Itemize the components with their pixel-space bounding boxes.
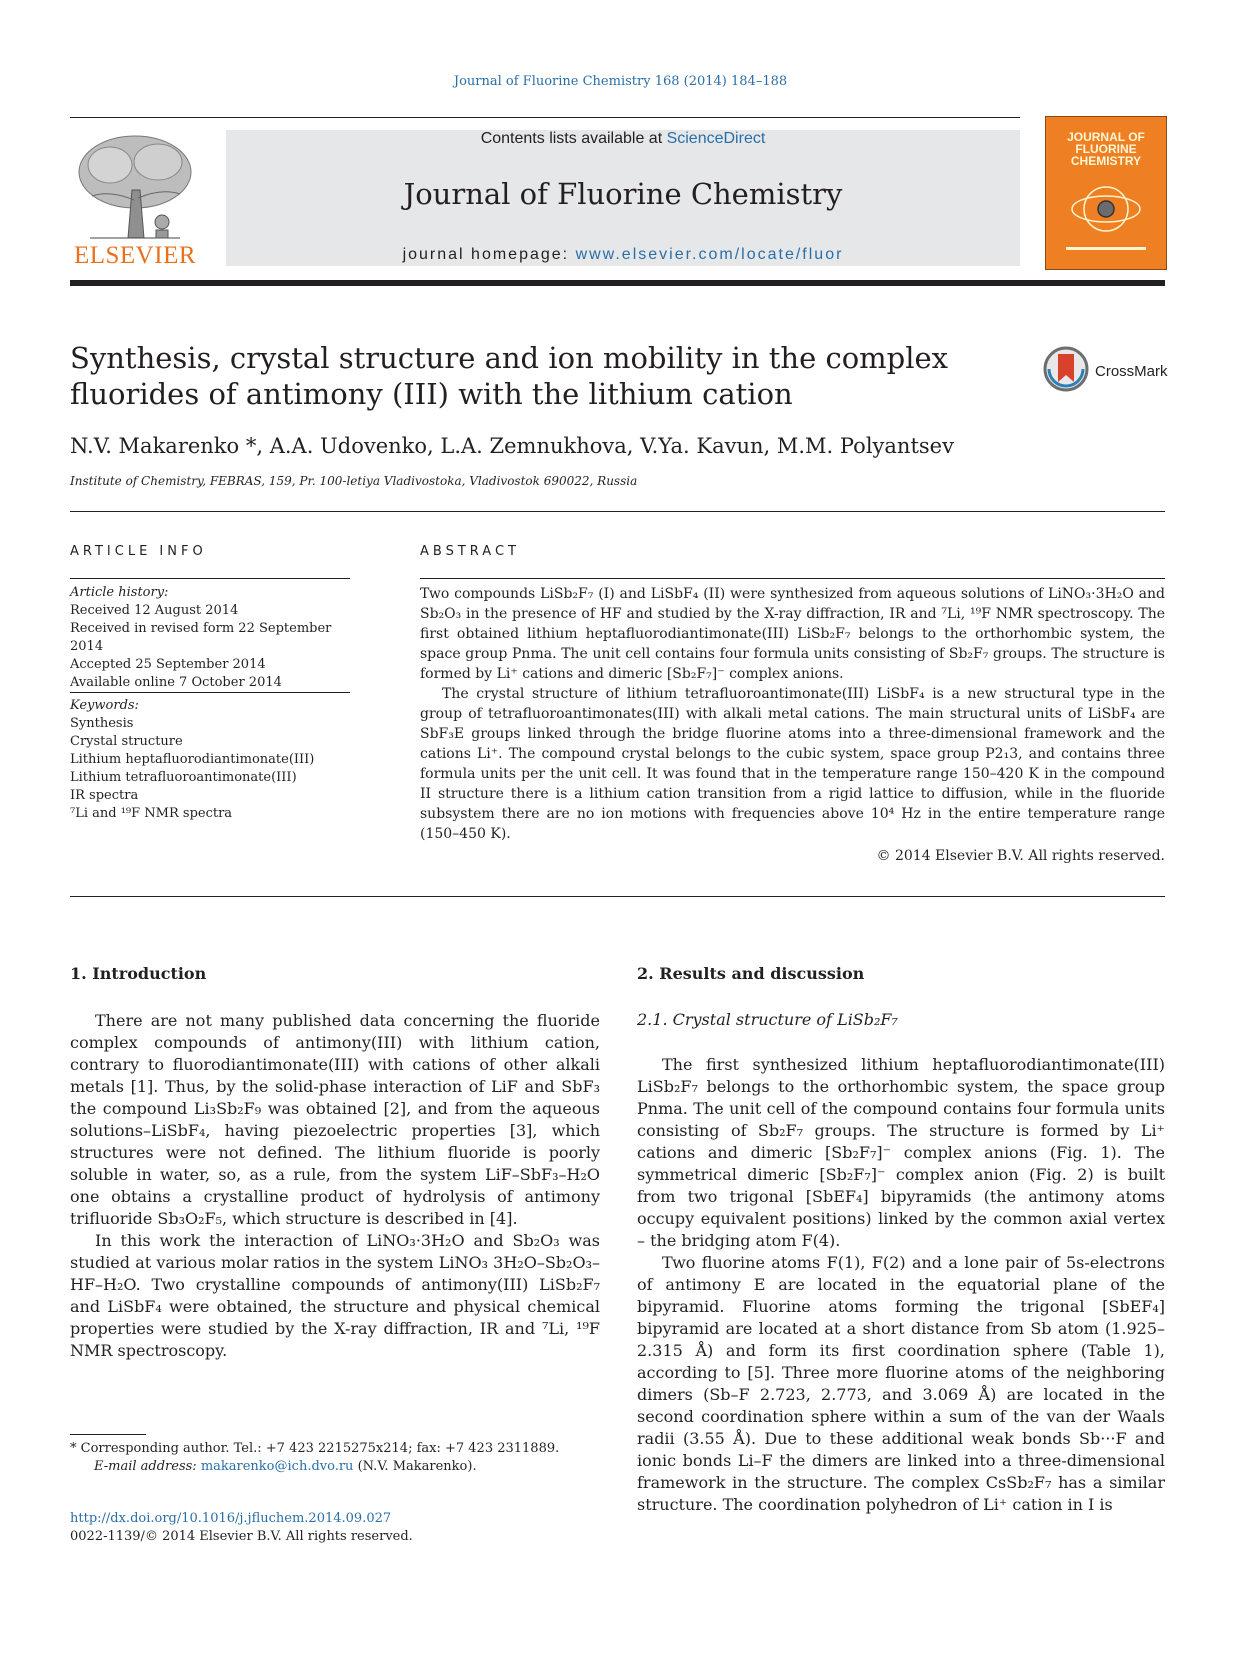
crossmark-label: CrossMark: [1095, 363, 1168, 380]
journal-citation[interactable]: Journal of Fluorine Chemistry 168 (2014) 184–188: [453, 74, 788, 89]
article-info-rule: [70, 578, 350, 579]
sciencedirect-link[interactable]: ScienceDirect: [666, 130, 766, 147]
crossmark-icon: [1043, 346, 1089, 392]
elsevier-wordmark: ELSEVIER: [73, 242, 197, 269]
corresponding-author-footnote: [70, 1440, 610, 1476]
keyword-item: Crystal structure: [70, 734, 183, 749]
introduction-body: [70, 1010, 600, 1362]
footnote-contact: * Corresponding author. Tel.: +7 423 2215275x214; fax: +7 423 2311889.: [70, 1441, 560, 1456]
journal-banner: [226, 130, 1020, 266]
homepage-link[interactable]: www.elsevier.com/locate/fluor: [575, 246, 844, 263]
body-paragraph: The first synthesized lithium heptafluorodiantimonate(III) LiSb₂F₇ belongs to the orthorhombic system, the space group Pnma. The unit cell of the compound contains four formula units consisting of Sb₂F₇ groups. The structure is formed by Li⁺ cations and dimeric [Sb₂F₇]⁻ complex anions (Fig. 1). The symmetrical dimeric [Sb₂F₇]⁻ complex anion (Fig. 2) is built from two trigonal [SbEF₄] bipyramids (the antimony atoms occupy equivalent positions) linked by the common axial vertex – the bridging atom F(4).: [637, 1055, 1165, 1250]
crossmark-badge[interactable]: [1043, 346, 1167, 398]
journal-title: Journal of Fluorine Chemistry: [403, 177, 843, 211]
history-item: Received 12 August 2014: [70, 603, 239, 618]
results-body: [637, 1054, 1165, 1516]
article-info-heading: ARTICLE INFO: [70, 544, 207, 559]
abstract-heading: ABSTRACT: [420, 544, 520, 559]
elsevier-logo: [70, 130, 200, 270]
header-rule: [70, 117, 1020, 118]
journal-cover[interactable]: [1045, 116, 1167, 270]
keyword-item: ⁷Li and ¹⁹F NMR spectra: [70, 806, 233, 821]
homepage-line: journal homepage: www.elsevier.com/locate/fluor: [402, 246, 844, 263]
abstract-paragraph: Two compounds LiSb₂F₇ (I) and LiSbF₄ (II) were synthesized from aqueous solutions of LiNO₃·3H₂O and Sb₂O₃ in the presence of HF and studied by the X-ray diffraction, IR and ⁷Li, ¹⁹F NMR spectroscopy. The first obtained lithium heptafluorodiantimonate(III) LiSb₂F₇ belongs to the orthorhombic system, the space group Pnma. The unit cell contains four formula units consisting of Sb₂F₇ groups. The structure is formed by Li⁺ cations and dimeric [Sb₂F₇]⁻ complex anions.: [420, 586, 1165, 682]
cover-title: JOURNAL OF FLUORINE CHEMISTRY: [1067, 130, 1145, 168]
footnote-email-line: E-mail address: makarenko@ich.dvo.ru (N.V. Makarenko).: [94, 1459, 477, 1474]
header-thick-rule: [70, 280, 1165, 286]
article-history: [70, 584, 360, 692]
footnote-rule: [70, 1434, 146, 1435]
author-list: N.V. Makarenko *, A.A. Udovenko, L.A. Zemnukhova, V.Ya. Kavun, M.M. Polyantsev: [70, 434, 954, 458]
keywords-label: Keywords:: [70, 698, 139, 713]
abstract-end-rule: [70, 896, 1165, 897]
keywords-rule: [70, 692, 350, 693]
body-paragraph: There are not many published data concerning the fluoride complex compounds of antimony(III) with lithium cation, contrary to fluorodiantimonate(III) with cations of other alkali metals [1]. Thus, by the solid-phase interaction of LiF and SbF₃ the compound Li₃Sb₂F₉ was obtained [2], and from the aqueous solutions–LiSbF₄, having piezoelectric properties [3], which structures were not defined. The lithium fluoride is poorly soluble in water, so, as a rule, from the system LiF–SbF₃–H₂O one obtains a crystalline product of hydrolysis of antimony trifluoride Sb₃O₂F₅, which structure is described in [4].: [70, 1011, 600, 1228]
abstract-body: [420, 584, 1165, 866]
affiliation: Institute of Chemistry, FEBRAS, 159, Pr. 100-letiya Vladivostoka, Vladivostok 690022, Russia: [70, 474, 638, 488]
doi-link[interactable]: http://dx.doi.org/10.1016/j.jfluchem.2014.09.027: [70, 1511, 392, 1526]
body-paragraph: In this work the interaction of LiNO₃·3H₂O and Sb₂O₃ was studied at various molar ratios in the system LiNO₃ 3H₂O–Sb₂O₃–HF–H₂O. Two crystalline compounds of antimony(III) LiSb₂F₇ and LiSbF₄ were obtained, the structure and physical chemical properties were studied by the X-ray diffraction, IR and ⁷Li, ¹⁹F NMR spectroscopy.: [70, 1231, 600, 1360]
keyword-item: IR spectra: [70, 788, 139, 803]
abstract-copyright: © 2014 Elsevier B.V. All rights reserved.: [876, 848, 1165, 864]
keyword-item: Lithium tetrafluoroantimonate(III): [70, 770, 297, 785]
results-heading: 2. Results and discussion: [637, 964, 865, 983]
elsevier-tree-icon: [70, 130, 200, 242]
abstract-paragraph: The crystal structure of lithium tetrafluoroantimonate(III) LiSbF₄ is a new structural type in the group of tetrafluoroantimonates(III) with alkali metal cations. The main structural units of LiSbF₄ are SbF₃E groups linked through the bridge fluorine atoms into a three-dimensional framework and the cations Li⁺. The compound crystal belongs to the cubic system, space group P2₁3, and contains three formula units per the unit cell. It was found that in the temperature range 150–420 K in the compound II structure there is a lithium cation transition from a rigid lattice to diffusion, while in the fluoride subsystem there are no ion motions with frequencies above 10⁴ Hz in the entire temperature range (150–450 K).: [420, 686, 1165, 842]
atom-icon: [1046, 117, 1166, 269]
abstract-rule: [420, 578, 1165, 579]
article-title: Synthesis, crystal structure and ion mobility in the complex fluorides of antimony (III) with the lithium cation: [70, 341, 949, 411]
doi-block: [70, 1510, 413, 1546]
issn-line: 0022-1139/© 2014 Elsevier B.V. All rights reserved.: [70, 1529, 413, 1544]
body-paragraph: Two fluorine atoms F(1), F(2) and a lone pair of 5s-electrons of antimony E are located in the equatorial plane of the bipyramid. Fluorine atoms forming the trigonal [SbEF₄] bipyramid are located at a short distance from Sb atom (1.925–2.315 Å) and form its first coordination sphere (Table 1), according to [5]. Three more fluorine atoms of the neighboring dimers (Sb–F 2.723, 2.773, and 3.069 Å) are located in the second coordination sphere within a sum of the van der Waals radii (3.55 Å). Due to these additional weak bonds Sb···F and ionic bonds Li–F the dimers are linked into a three-dimensional framework in the structure. The complex CsSb₂F₇ has a similar structure. The coordination polyhedron of Li⁺ cation in I is: [637, 1253, 1165, 1514]
keyword-item: Synthesis: [70, 716, 134, 731]
history-item: Received in revised form 22 September 2014: [70, 621, 332, 654]
email-link[interactable]: makarenko@ich.dvo.ru: [200, 1459, 354, 1474]
introduction-heading: 1. Introduction: [70, 964, 207, 983]
history-item: Available online 7 October 2014: [70, 675, 282, 690]
history-item: Accepted 25 September 2014: [70, 657, 266, 672]
section-rule: [70, 511, 1165, 512]
keyword-item: Lithium heptafluorodiantimonate(III): [70, 752, 315, 767]
keywords: [70, 697, 360, 823]
results-subheading: 2.1. Crystal structure of LiSb₂F₇: [637, 1010, 898, 1029]
history-label: Article history:: [70, 585, 169, 600]
contents-line: Contents lists available at ScienceDirect: [480, 130, 766, 147]
